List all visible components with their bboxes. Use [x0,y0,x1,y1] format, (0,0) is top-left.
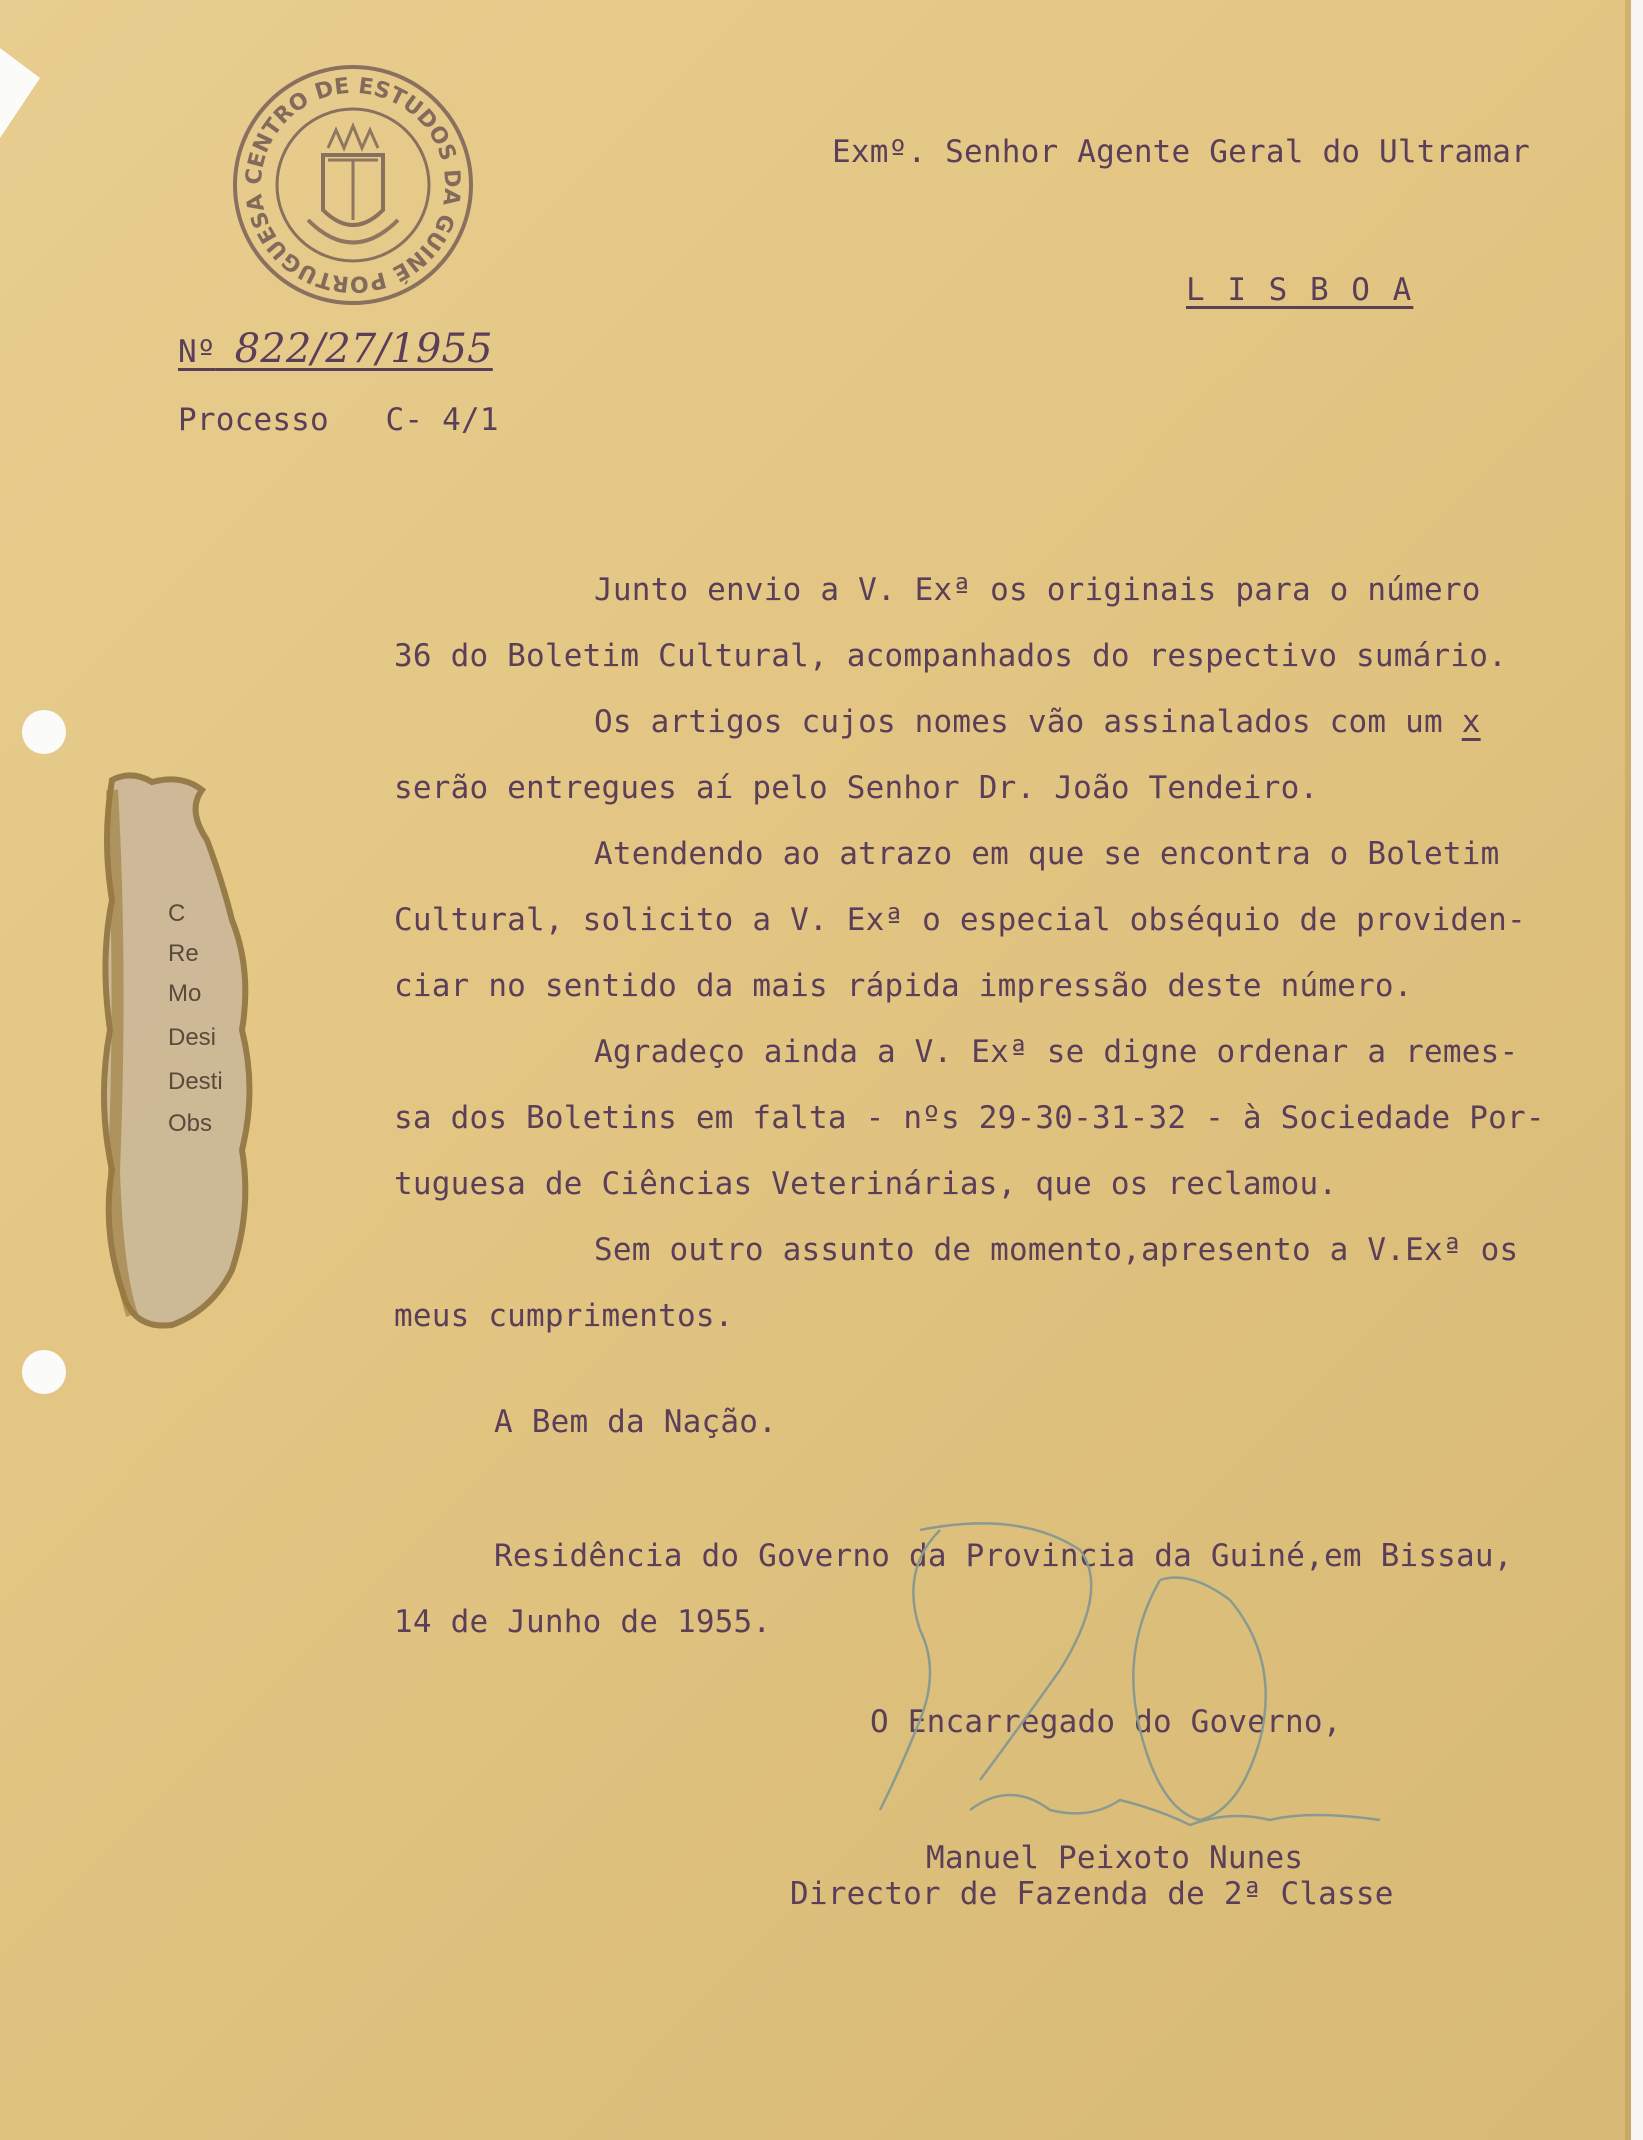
body-line-4: serão entregues aí pelo Senhor Dr. João Tendeiro. [394,770,1319,806]
body-line-5: Atendendo ao atrazo em que se encontra o Boletim [594,836,1500,872]
punch-hole-lower [22,1350,66,1394]
body-line-10: tuguesa de Ciências Veterinárias, que os reclamou. [394,1166,1338,1202]
signer-name: Manuel Peixoto Nunes [926,1840,1304,1876]
signer-role: O Encarregado do Governo, [870,1704,1342,1740]
process-line [178,402,499,438]
punch-hole-upper [22,710,66,754]
handwritten-signature [860,1510,1420,1850]
torn-label-line-5: Desti [168,1068,223,1095]
mark-x: x [1461,704,1481,740]
process-value: C- 4/1 [385,402,499,438]
reference-number-value: 822/27/1955 [234,326,493,372]
signer-title: Director de Fazenda de 2ª Classe [790,1876,1394,1912]
coat-of-arms-stamp-icon [228,60,478,310]
body-line-6: Cultural, solicito a V. Exª o especial obséquio de providen- [394,902,1526,938]
torn-corner-notch [0,48,40,138]
body-line-11: Sem outro assunto de momento,apresento a V.Exª os [594,1232,1519,1268]
reference-number [178,326,493,372]
body-line-9: sa dos Boletins em falta - nºs 29-30-31-32 - à Sociedade Por- [394,1100,1545,1136]
body-line-12: meus cumprimentos. [394,1298,734,1334]
reference-prefix: Nº [178,334,216,370]
body-line-3 [594,704,1481,740]
date-line: 14 de Junho de 1955. [394,1604,772,1640]
svg-text:CENTRO DE ESTUDOS DA GUINÉ POR: CENTRO DE ESTUDOS DA GUINÉ PORTUGUESA [241,73,465,297]
scanner-margin [1631,0,1643,2140]
body-line-2: 36 do Boletim Cultural, acompanhados do respectivo sumário. [394,638,1507,674]
process-label: Processo [178,402,329,438]
body-line-8: Agradeço ainda a V. Exª se digne ordenar a remes- [594,1034,1519,1070]
body-line-1: Junto envio a V. Exª os originais para o número [594,572,1481,608]
recipient-line: Exmº. Senhor Agente Geral do Ultramar [832,134,1530,170]
salutation: A Bem da Nação. [494,1404,777,1440]
torn-label-line-6: Obs [168,1110,213,1137]
body-line-3-text: Os artigos cujos nomes vão assinalados com um [594,704,1443,740]
place-line: Residência do Governo da Provincia da Guiné,em Bissau, [494,1538,1513,1574]
torn-label-line-1: C [168,900,186,927]
torn-label-line-2: Re [168,940,199,967]
torn-label-line-4: Desi [168,1024,217,1051]
recipient-city: L I S B O A [1186,272,1414,308]
torn-label-line-3: Mo [168,980,202,1007]
body-line-7: ciar no sentido da mais rápida impressão deste número. [394,968,1413,1004]
